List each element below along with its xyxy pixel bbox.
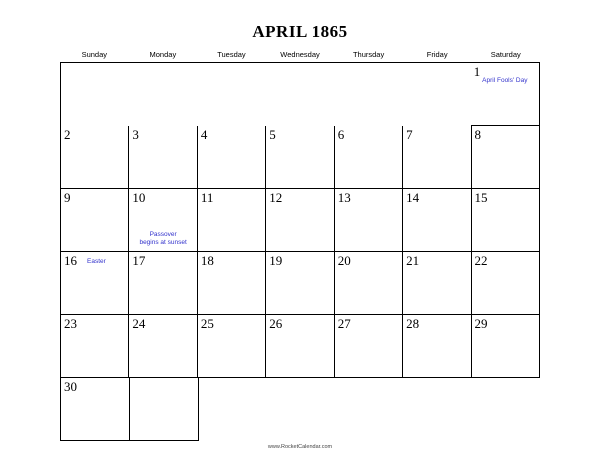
day-number: 16: [64, 253, 77, 268]
calendar-week-row: [61, 252, 540, 315]
calendar-empty-cell: [472, 378, 540, 441]
day-event-label: April Fools' Day: [482, 77, 528, 84]
day-number: 19: [269, 253, 283, 268]
calendar-empty-cell: [334, 63, 402, 126]
day-number: 13: [337, 190, 351, 205]
weekday-sunday: Sunday: [81, 50, 107, 59]
calendar-day-cell[interactable]: [266, 315, 334, 378]
day-number: 8: [474, 127, 482, 142]
calendar-day-cell[interactable]: [266, 252, 334, 315]
calendar-empty-cell: [129, 63, 197, 126]
calendar-day-cell[interactable]: [198, 126, 266, 189]
weekday-wednesday: Wednesday: [280, 50, 320, 59]
calendar-empty-cell: [198, 63, 266, 126]
day-number: 25: [200, 316, 214, 331]
day-number: 20: [337, 253, 351, 268]
calendar-day-cell[interactable]: [403, 126, 471, 189]
calendar-week-row: [61, 315, 540, 378]
weekday-saturday: Saturday: [490, 50, 521, 59]
calendar-empty-cell: [336, 378, 404, 441]
calendar-empty-cell: [266, 63, 334, 126]
calendar-day-cell[interactable]: [403, 315, 471, 378]
calendar-empty-cell: [404, 378, 472, 441]
calendar-day-cell[interactable]: [266, 189, 334, 252]
day-number: 3: [132, 127, 139, 142]
calendar-day-cell[interactable]: [198, 315, 266, 378]
calendar-day-cell[interactable]: [335, 252, 403, 315]
day-number: 18: [200, 253, 214, 268]
day-number: 17: [132, 253, 146, 268]
day-number: 21: [406, 253, 420, 268]
calendar-day-cell[interactable]: [198, 252, 266, 315]
day-number: 5: [269, 127, 276, 142]
calendar-grid: [60, 62, 540, 441]
calendar-day-cell[interactable]: [198, 189, 266, 252]
calendar-week-row: [61, 189, 540, 252]
calendar-day-cell[interactable]: [129, 252, 197, 315]
day-event-label: Passover begins at sunset: [139, 231, 187, 246]
calendar-day-cell[interactable]: [335, 315, 403, 378]
footer-credit: www.RocketCalendar.com: [267, 444, 333, 450]
calendar-day-cell[interactable]: [129, 315, 197, 378]
day-number: 22: [474, 253, 488, 268]
day-number: 6: [337, 127, 345, 142]
day-number: 30: [64, 379, 77, 394]
calendar-day-cell[interactable]: [403, 252, 471, 315]
day-number: 10: [132, 190, 146, 205]
day-number: 1: [473, 64, 481, 79]
calendar-day-cell[interactable]: [471, 63, 540, 126]
day-number: 26: [269, 316, 283, 331]
weekday-friday: Friday: [426, 50, 448, 59]
weekday-monday: Monday: [149, 50, 177, 59]
day-number: 4: [200, 127, 208, 142]
page-title: APRIL 1865: [252, 22, 348, 41]
calendar-day-cell[interactable]: [472, 126, 540, 189]
calendar-empty-cell: [267, 378, 335, 441]
calendar-day-cell[interactable]: [472, 252, 540, 315]
calendar-day-cell[interactable]: [61, 378, 130, 441]
weekday-tuesday: Tuesday: [217, 50, 246, 59]
day-number: 15: [474, 190, 488, 205]
weekday-thursday: Thursday: [352, 50, 385, 59]
calendar-day-cell[interactable]: [61, 252, 129, 315]
calendar-week-row: [61, 378, 540, 441]
calendar-day-cell[interactable]: [472, 315, 540, 378]
calendar-day-cell[interactable]: [129, 126, 197, 189]
calendar-day-cell[interactable]: [335, 189, 403, 252]
calendar-empty-cell: [130, 378, 199, 441]
day-number: 23: [64, 316, 77, 331]
calendar-week-row: [61, 126, 540, 189]
day-number: 24: [132, 316, 146, 331]
calendar-day-cell[interactable]: [266, 126, 334, 189]
day-number: 9: [64, 190, 71, 205]
day-number: 11: [200, 190, 214, 205]
calendar-empty-cell: [402, 63, 470, 126]
calendar-week-row: [61, 63, 540, 126]
day-event-label: Easter: [87, 258, 106, 265]
calendar-day-cell[interactable]: [129, 189, 197, 252]
calendar-day-cell[interactable]: [61, 126, 129, 189]
weekday-header-row: [60, 50, 540, 62]
day-number: 28: [406, 316, 420, 331]
calendar-empty-cell: [61, 63, 129, 126]
day-number: 27: [337, 316, 351, 331]
calendar-day-cell[interactable]: [61, 315, 129, 378]
day-number: 7: [406, 127, 413, 142]
day-number: 29: [474, 316, 488, 331]
calendar-day-cell[interactable]: [61, 189, 129, 252]
day-number: 14: [406, 190, 420, 205]
day-number: 12: [269, 190, 283, 205]
day-number: 2: [64, 127, 71, 142]
calendar-day-cell[interactable]: [403, 189, 471, 252]
calendar-empty-cell: [199, 378, 267, 441]
calendar-day-cell[interactable]: [472, 189, 540, 252]
calendar-day-cell[interactable]: [335, 126, 403, 189]
